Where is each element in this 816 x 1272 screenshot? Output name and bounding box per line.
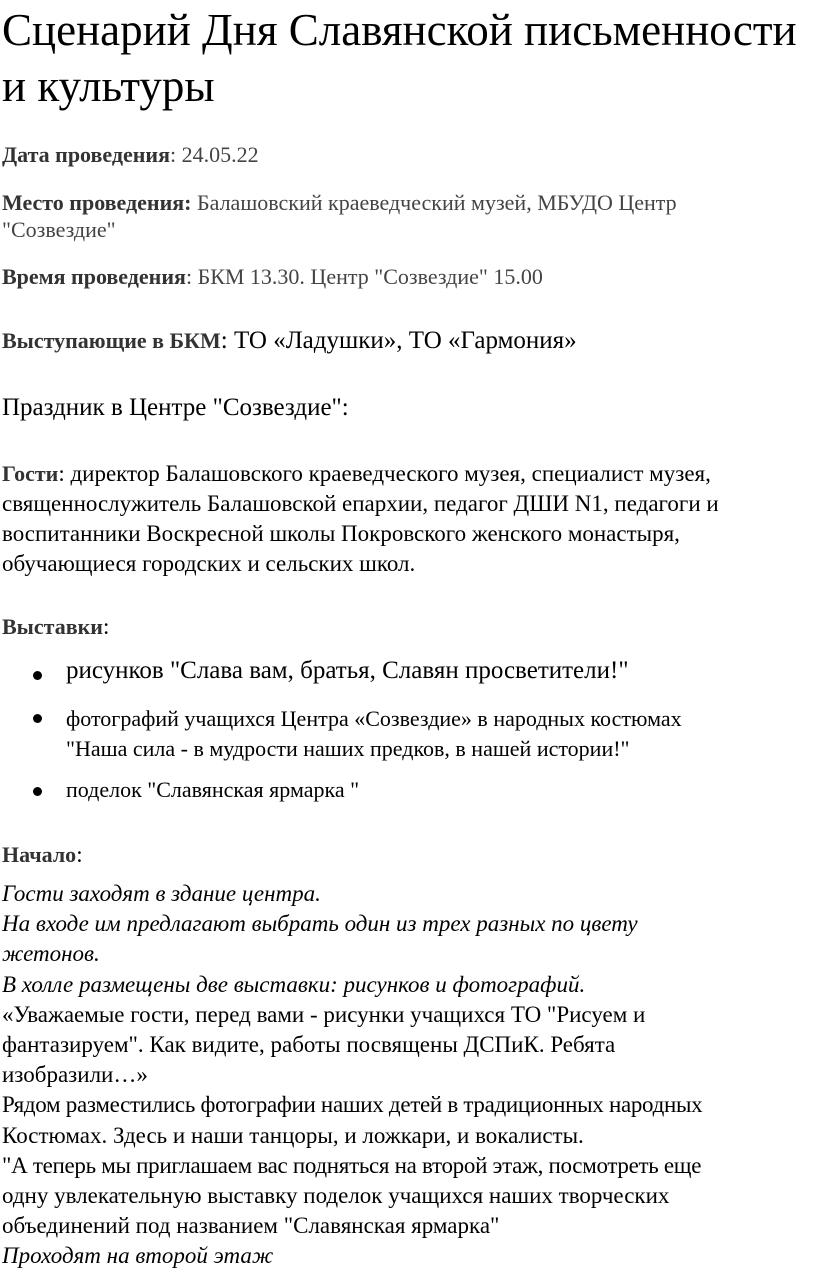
guests-line-4: обучающиеся городских и сельских школ. [2, 551, 416, 576]
place-label: Место проведения: [2, 190, 192, 215]
exhibition-text-line: фотографий учащихся Центра «Созвездие» в народных костюмах [66, 706, 682, 731]
speakers-sep: : [220, 327, 228, 354]
start-sep: : [76, 842, 83, 867]
page-title: Сценарий Дня Славянской письменности и культуры [2, 5, 797, 111]
guests-sep: : [58, 461, 65, 486]
start-line: Рядом разместились фотографии наших детей в традиционных народных [2, 1092, 703, 1118]
time-line [2, 264, 543, 290]
date-line [2, 142, 259, 168]
exhibition-text-line: "Наша сила - в мудрости наших предков, в нашей истории!" [66, 736, 630, 761]
exhibitions-sep: : [102, 614, 110, 639]
start-line: одну увлекательную выставку поделок учащихся наших творческих [2, 1183, 670, 1209]
date-value: 24.05.22 [176, 142, 259, 167]
time-sep: : [185, 264, 193, 289]
guests-line-3: воспитанники Воскресной школы Покровского женского монастыря, [2, 521, 680, 546]
exhibition-text [66, 704, 806, 764]
guests-block [2, 459, 802, 579]
start-label: Начало [2, 842, 77, 867]
exhibition-text: рисунков "Слава вам, братья, Славян просветители!" [66, 657, 629, 684]
start-line: В холле размещены две выставки: рисунков и фотографий. [2, 971, 586, 997]
bullet-icon [33, 787, 42, 796]
start-line: жетонов. [2, 941, 100, 967]
place-value-cont: "Созвездие" [2, 217, 116, 242]
place-line [2, 190, 677, 216]
guests-line-2: священнослужитель Балашовской епархии, педагог ДШИ N1, педагоги и [2, 491, 719, 516]
start-line: Гости заходят в здание центра. [2, 881, 321, 906]
start-line: «Уважаемые гости, перед вами - рисунки учащихся ТО "Рисуем и [2, 1001, 646, 1027]
start-line: На входе им предлагают выбрать один из трех разных по цвету [2, 911, 638, 937]
start-line: фантазируем". Как видите, работы посвящены ДСПиК. Ребята [2, 1032, 616, 1058]
speakers-value: ТО «Ладушки», ТО «Гармония» [227, 327, 577, 354]
holiday-heading: Праздник в Центре "Созвездие": [2, 394, 349, 421]
bullet-icon [33, 671, 42, 680]
start-line: Костюмах. Здесь и наши танцоры, и ложкари, и вокалисты. [2, 1122, 584, 1148]
time-label: Время проведения [2, 264, 186, 289]
time-value: БКМ 13.30. Центр "Созвездие" 15.00 [192, 264, 543, 289]
date-label: Дата проведения [2, 142, 171, 167]
start-heading [2, 842, 83, 868]
place-value: Балашовский краеведческий музей, МБУДО Центр [191, 190, 677, 215]
speakers-label: Выступающие в БКМ [2, 328, 221, 353]
start-line: "А теперь мы приглашаем вас подняться на второй этаж, посмотреть еще [2, 1152, 702, 1178]
bullet-icon [33, 714, 42, 723]
start-body [2, 879, 814, 1272]
guests-label: Гости [2, 461, 59, 486]
start-line: Проходят на второй этаж [2, 1243, 274, 1269]
start-line: объединений под названием "Славянская ярмарка" [2, 1213, 500, 1239]
start-line: изобразили…» [2, 1062, 148, 1088]
exhibitions-heading [2, 614, 109, 640]
exhibition-text: поделок "Славянская ярмарка " [66, 777, 360, 802]
exhibitions-label: Выставки [2, 614, 103, 639]
guests-line-1: директор Балашовского краеведческого музея, специалист музея, [64, 461, 711, 486]
speakers-line [2, 327, 577, 355]
date-sep: : [170, 142, 177, 167]
